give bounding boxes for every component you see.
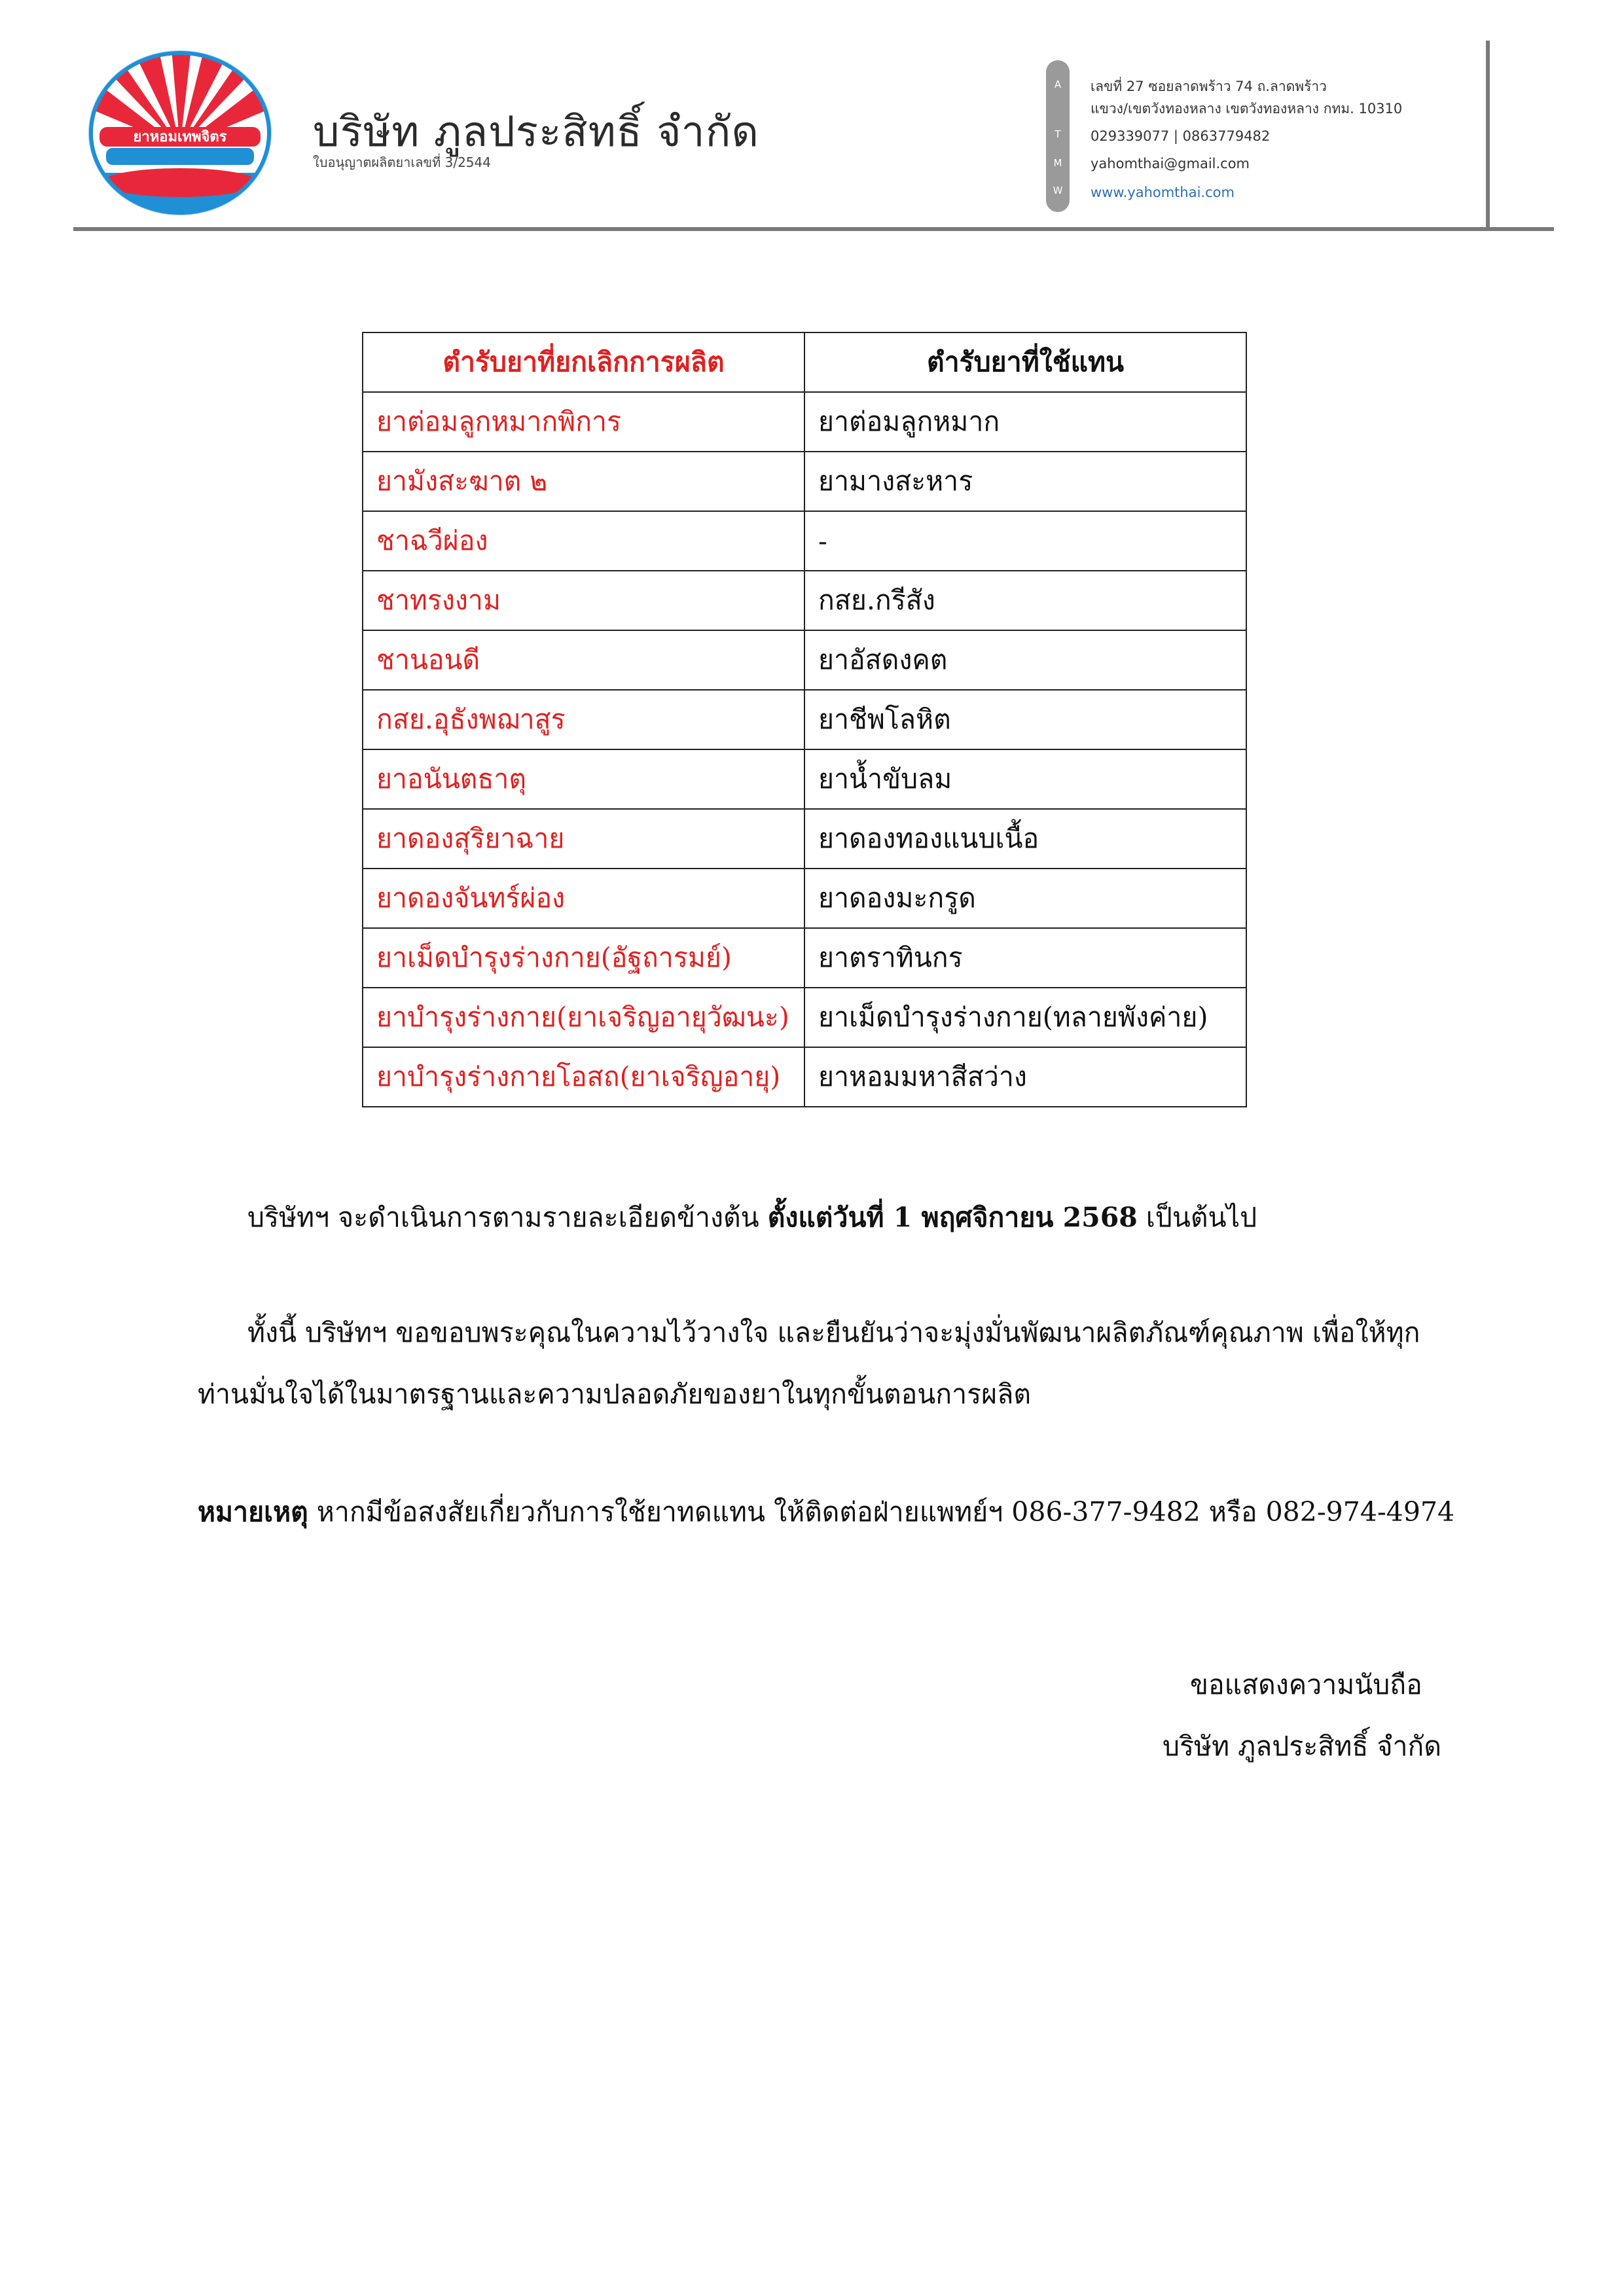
table-row [363,928,1246,988]
cancelled-drug: ยาอนันตธาตุ [363,749,804,809]
replacement-drug: ยาหอมมหาสีสว่าง [804,1047,1246,1107]
thanks-paragraph-line-2: ท่านมั่นใจได้ในมาตรฐานและความปลอดภัยของยาในทุกขั้นตอนการผลิต [198,1378,1031,1410]
replacement-drug: ยาดองทองแนบเนื้อ [804,809,1246,869]
drug-replacement-table [362,332,1247,1107]
cancelled-drug: กสย.อุธังพฌาสูร [363,690,804,749]
contact-sidebar [1046,60,1070,212]
cancelled-drug: ยามังสะฆาต ๒ [363,452,804,511]
closing-salutation: ขอแสดงความนับถือ [1190,1669,1422,1700]
address-letter: A [1054,79,1062,90]
email-address[interactable]: yahomthai@gmail.com [1091,156,1250,171]
table-row [363,1047,1246,1107]
replacement-header: ตำรับยาที่ใช้แทน [804,332,1246,392]
address-line-1: เลขที่ 27 ซอยลาดพร้าว 74 ถ.ลาดพร้าว [1091,79,1327,94]
note-paragraph [198,1496,1455,1528]
table-row [363,392,1246,452]
svg-text:ยาหอมเทพจิตร: ยาหอมเทพจิตร [133,129,227,145]
mail-letter: M [1053,157,1062,169]
table-row [363,630,1246,690]
table-header-row [363,332,1246,392]
cancelled-drug: ยาดองสุริยาฉาย [363,809,804,869]
table-row [363,511,1246,571]
table-row [363,571,1246,630]
cancelled-drug: ยาดองจันทร์ผ่อง [363,869,804,928]
replacement-drug: ยาดองมะกรูด [804,869,1246,928]
replacement-drug: ยาตราทินกร [804,928,1246,988]
cancelled-drug: ยาบำรุงร่างกายโอสถ(ยาเจริญอายุ) [363,1047,804,1107]
logo-emblem-icon [86,48,274,217]
effective-intro: บริษัทฯ จะดำเนินการตามรายละเอียดข้างต้น [247,1202,768,1233]
replacement-drug: - [804,511,1246,571]
company-name: บริษัท ภูลประสิทธิ์ จำกัด [313,108,759,156]
replacement-drug: ยาน้ำขับลม [804,749,1246,809]
effective-outro: เป็นต้นไป [1137,1202,1257,1233]
web-letter: W [1053,185,1063,196]
cancelled-drug: ยาต่อมลูกหมากพิการ [363,392,804,452]
header-vertical-rule [1486,41,1490,230]
address-line-2: แขวง/เขตวังทองหลาง เขตวังทองหลาง กทม. 10310 [1091,101,1403,117]
note-text: หากมีข้อสงสัยเกี่ยวกับการใช้ยาทดแทน ให้ติดต่อฝ่ายแพทย์ฯ 086-377-9482 หรือ 082-974-4974 [308,1496,1455,1528]
cancelled-drug: ชานอนดี [363,630,804,690]
replacement-drug: ยาอัสดงคต [804,630,1246,690]
cancelled-drug: ชาทรงงาม [363,571,804,630]
note-label: หมายเหตุ [198,1496,308,1528]
table-row [363,452,1246,511]
header-horizontal-rule [73,227,1554,231]
table-row [363,690,1246,749]
company-logo [86,48,274,217]
license-number: ใบอนุญาตผลิตยาเลขที่ 3/2544 [313,154,491,170]
replacement-drug: ยาต่อมลูกหมาก [804,392,1246,452]
cancelled-drug: ยาเม็ดบำรุงร่างกาย(อัฐถารมย์) [363,928,804,988]
effective-date: ตั้งแต่วันที่ 1 พฤศจิกายน 2568 [767,1202,1138,1233]
table-row [363,869,1246,928]
table-row [363,988,1246,1047]
replacement-drug: ยามางสะหาร [804,452,1246,511]
table-row [363,749,1246,809]
phone-letter: T [1055,128,1061,140]
cancelled-header: ตำรับยาที่ยกเลิกการผลิต [363,332,804,392]
cancelled-drug: ยาบำรุงร่างกาย(ยาเจริญอายุวัฒนะ) [363,988,804,1047]
cancelled-drug: ชาฉวีผ่อง [363,511,804,571]
website-link[interactable]: www.yahomthai.com [1091,185,1235,200]
phone-numbers: 029339077 | 0863779482 [1091,128,1271,144]
effective-date-paragraph [247,1204,1257,1231]
replacement-drug: กสย.กรีสัง [804,571,1246,630]
replacement-drug: ยาเม็ดบำรุงร่างกาย(ทลายพังค่าย) [804,988,1246,1047]
signature-company: บริษัท ภูลประสิทธิ์ จำกัด [1163,1731,1441,1762]
table-row [363,809,1246,869]
thanks-paragraph-line-1: ทั้งนี้ บริษัทฯ ขอขอบพระคุณในความไว้วางใจ และยืนยันว่าจะมุ่งมั่นพัฒนาผลิตภัณฑ์คุณภาพ เพื่อให้ทุก [247,1317,1420,1348]
replacement-drug: ยาชีพโลหิต [804,690,1246,749]
